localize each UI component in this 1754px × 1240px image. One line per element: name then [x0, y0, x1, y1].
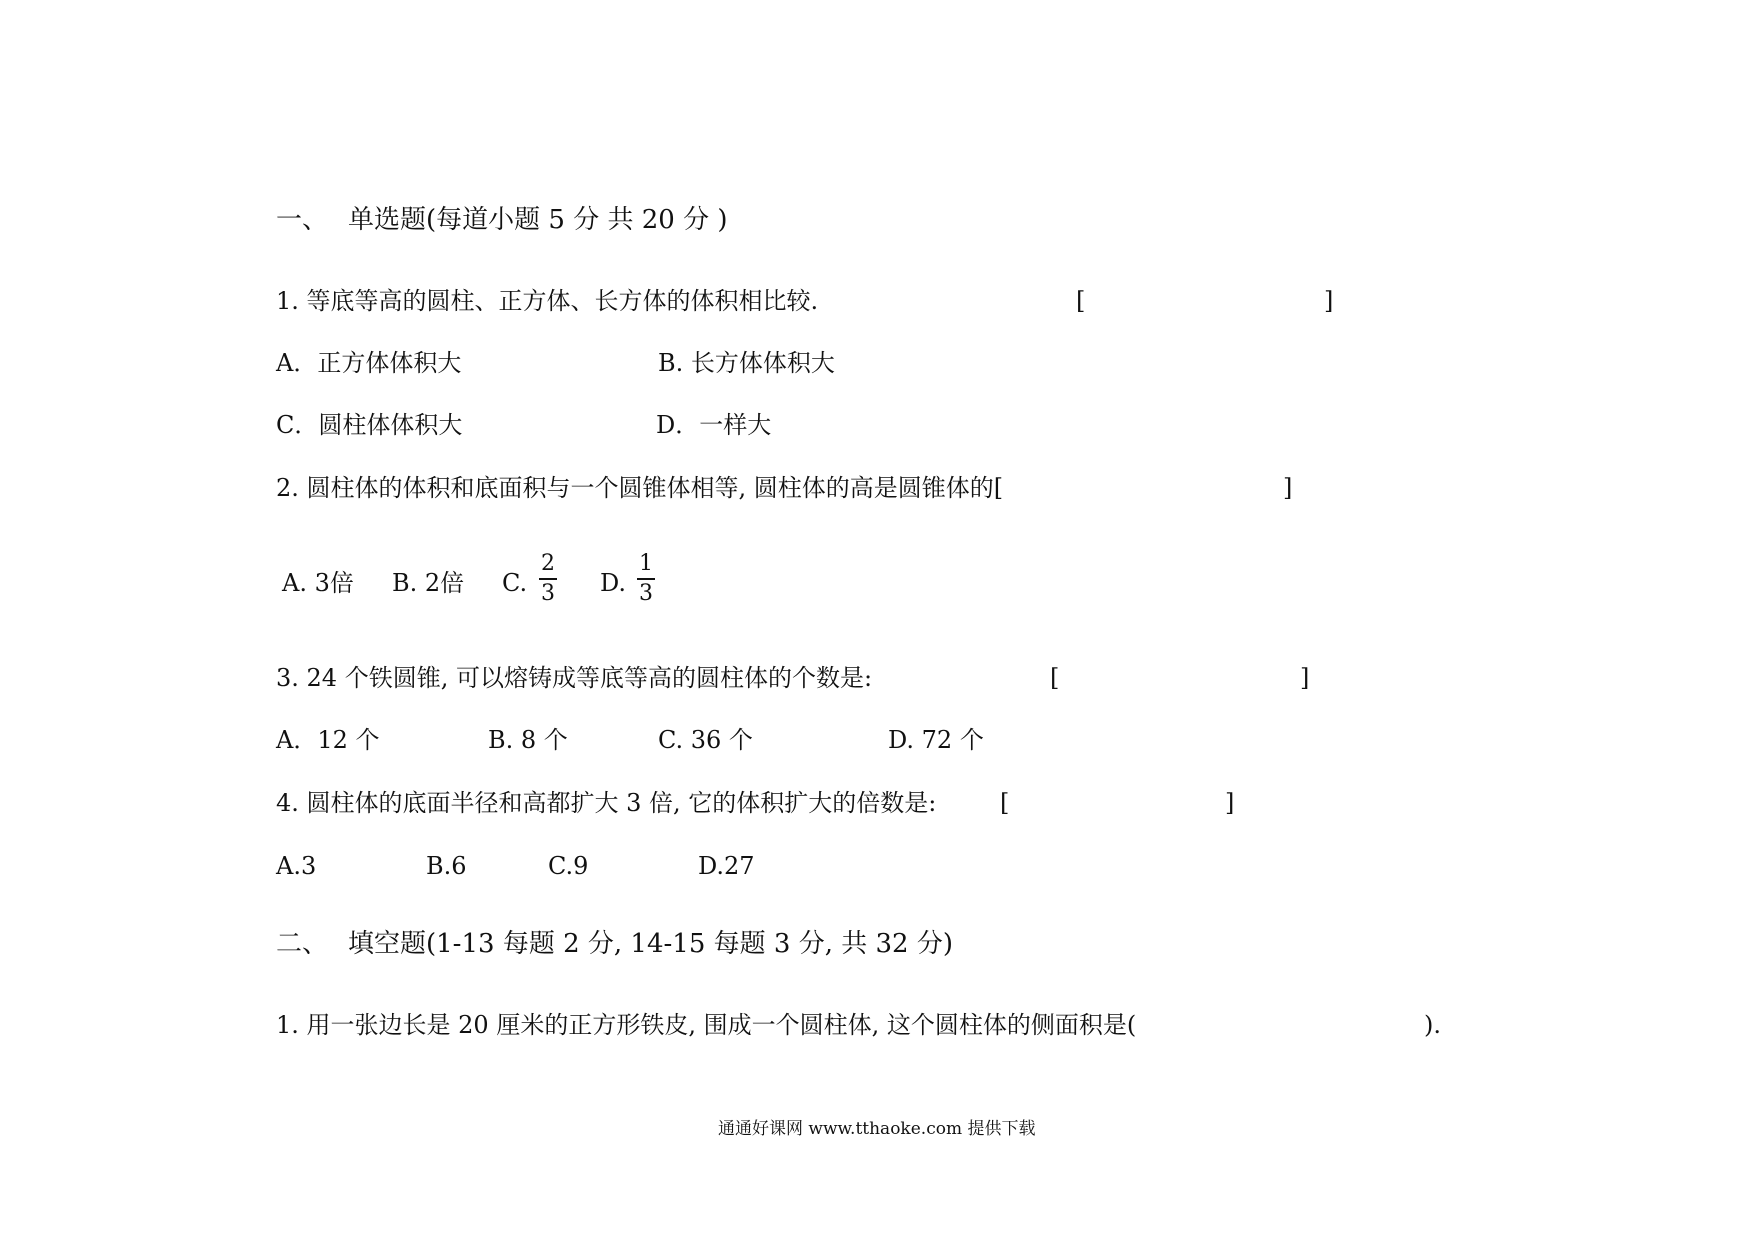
- question-2-stem: 2. 圆柱体的体积和底面积与一个圆锥体相等, 圆柱体的高是圆锥体的[: [276, 474, 1004, 502]
- fill-question-1-stem: 1. 用一张边长是 20 厘米的正方形铁皮, 围成一个圆柱体, 这个圆柱体的侧面积是(: [276, 1011, 1137, 1039]
- fraction-denominator: 3: [639, 580, 653, 606]
- question-3-option-c: C. 36 个: [658, 726, 753, 754]
- fraction-numerator: 2: [541, 551, 555, 576]
- question-1-stem: 1. 等底等高的圆柱、正方体、长方体的体积相比较.: [276, 287, 819, 315]
- question-1-bracket-open: [: [1076, 287, 1086, 315]
- fraction-denominator: 3: [541, 580, 555, 606]
- question-4-option-d: D.27: [698, 852, 755, 880]
- question-1-option-d: D．一样大: [656, 411, 772, 439]
- question-3-option-d: D. 72 个: [888, 726, 984, 754]
- question-4-bracket-open: [: [1000, 789, 1010, 817]
- question-4-bracket-close: ]: [1225, 789, 1235, 817]
- question-2-bracket-close: ]: [1283, 474, 1293, 502]
- question-3-option-b: B. 8 个: [488, 726, 568, 754]
- section-1-title: 单选题(每道小题 5 分 共 20 分 ): [348, 205, 728, 235]
- question-3-bracket-close: ]: [1300, 664, 1310, 692]
- question-3-bracket-open: [: [1050, 664, 1060, 692]
- question-2-option-d-fraction: [637, 552, 655, 606]
- question-1-option-c: C．圆柱体体积大: [276, 411, 463, 439]
- fraction-numerator: 1: [639, 551, 653, 576]
- question-4-option-c: C.9: [548, 852, 589, 880]
- question-1-option-b: B. 长方体体积大: [658, 349, 835, 377]
- question-2-option-c-fraction: [539, 552, 557, 606]
- question-2-option-d-label: D.: [600, 569, 627, 597]
- question-4-option-b: B.6: [426, 852, 467, 880]
- question-3-option-a: A．12 个: [276, 726, 380, 754]
- question-3-stem: 3. 24 个铁圆锥, 可以熔铸成等底等高的圆柱体的个数是:: [276, 664, 873, 692]
- footer-source: 通通好课网 www.tthaoke.com 提供下载: [718, 1119, 1036, 1139]
- question-2-option-b: B. 2倍: [392, 569, 465, 597]
- question-2-option-a: A. 3倍: [282, 569, 354, 597]
- section-1-number: 一、: [276, 205, 329, 235]
- fraction-bar: [539, 578, 557, 580]
- question-4-option-a: A.3: [276, 852, 317, 880]
- question-4-stem: 4. 圆柱体的底面半径和高都扩大 3 倍, 它的体积扩大的倍数是:: [276, 789, 937, 817]
- section-2-title: 填空题(1-13 每题 2 分, 14-15 每题 3 分, 共 32 分): [348, 929, 953, 959]
- fraction-bar: [637, 578, 655, 580]
- question-2-option-c-label: C.: [502, 569, 528, 597]
- section-2-number: 二、: [276, 929, 329, 959]
- fill-question-1-close: ).: [1424, 1011, 1441, 1039]
- question-1-option-a: A．正方体体积大: [276, 349, 462, 377]
- question-1-bracket-close: ]: [1324, 287, 1334, 315]
